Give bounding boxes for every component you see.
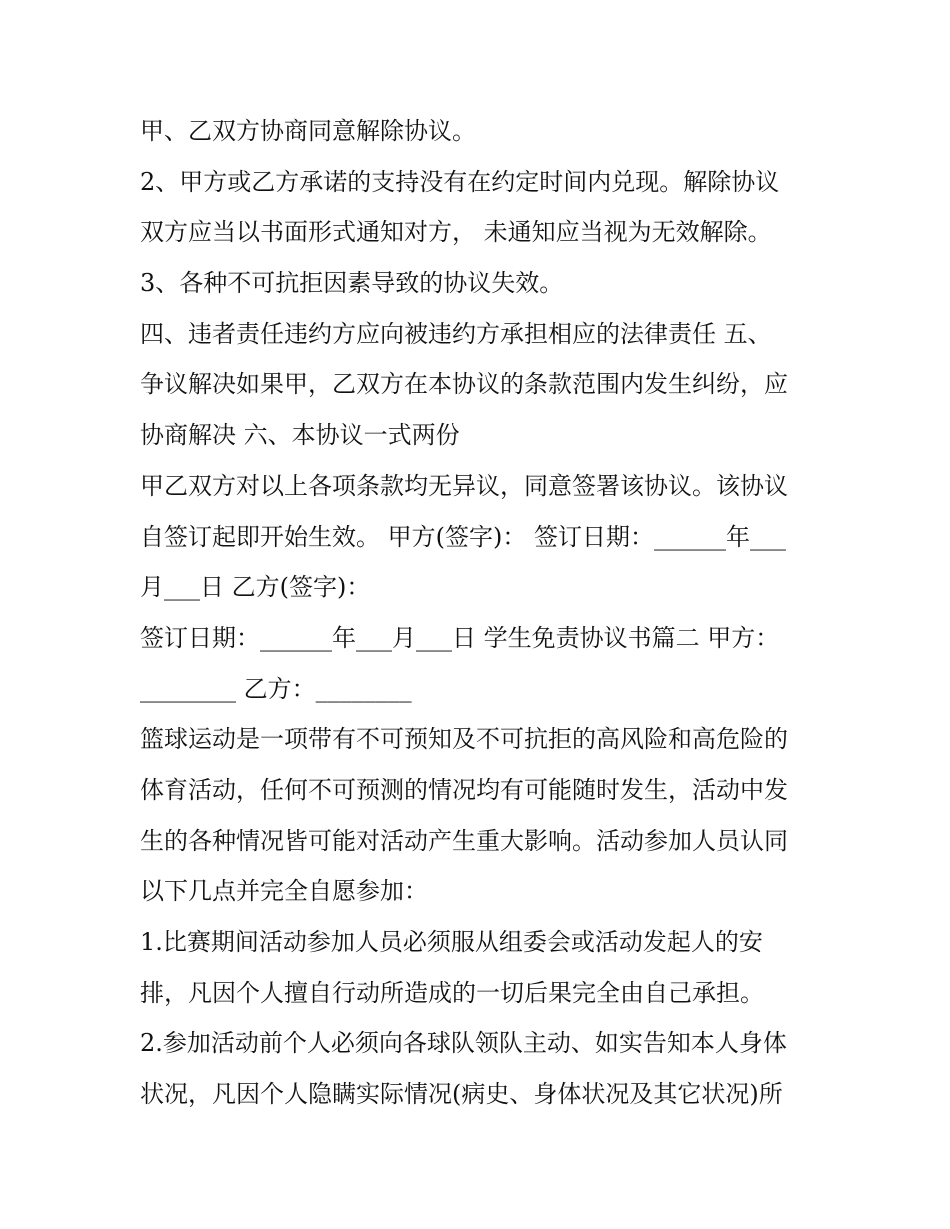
text-line: ________ 乙方：________	[140, 674, 412, 703]
text-line: 协商解决 六、本协议一式两份	[140, 421, 460, 450]
text-line: 甲乙双方对以上各项条款均无异议，同意签署该协议。该协议	[140, 471, 788, 500]
text-line: 自签订起即开始生效。 甲方(签字)： 签订日期：______年___	[140, 522, 786, 551]
text-line: 以下几点并完全自愿参加：	[140, 877, 428, 906]
text-line: 体育活动，任何不可预测的情况均有可能随时发生，活动中发	[140, 775, 788, 804]
text-line: 生的各种情况皆可能对活动产生重大影响。活动参加人员认同	[140, 826, 788, 855]
text-line: 四、违者责任违约方应向被违约方承担相应的法律责任 五、	[140, 319, 772, 348]
text-line: 篮球运动是一项带有不可预知及不可抗拒的高风险和高危险的	[140, 725, 788, 754]
text-line: 双方应当以书面形式通知对方， 未通知应当视为无效解除。	[140, 218, 772, 247]
text-line: 月___日 乙方(签字)：	[140, 573, 371, 602]
text-line: 签订日期：______年___月___日 学生免责协议书篇二 甲方：	[140, 623, 780, 652]
text-line: 排，凡因个人擅自行动所造成的一切后果完全由自己承担。	[140, 978, 764, 1007]
document-body	[140, 106, 820, 1120]
text-line: 2、甲方或乙方承诺的支持没有在约定时间内兑现。解除协议	[140, 167, 780, 196]
text-line: 甲、乙双方协商同意解除协议。	[140, 117, 476, 145]
text-line: 状况，凡因个人隐瞒实际情况(病史、身体状况及其它状况)所	[140, 1080, 783, 1109]
text-line: 争议解决如果甲，乙双方在本协议的条款范围内发生纠纷，应	[140, 370, 788, 399]
text-line: 3、各种不可抗拒因素导致的协议失效。	[140, 269, 564, 298]
text-line: 1.比赛期间活动参加人员必须服从组委会或活动发起人的安	[140, 928, 763, 956]
text-line: 2.参加活动前个人必须向各球队领队主动、如实告知本人身体	[140, 1029, 787, 1058]
